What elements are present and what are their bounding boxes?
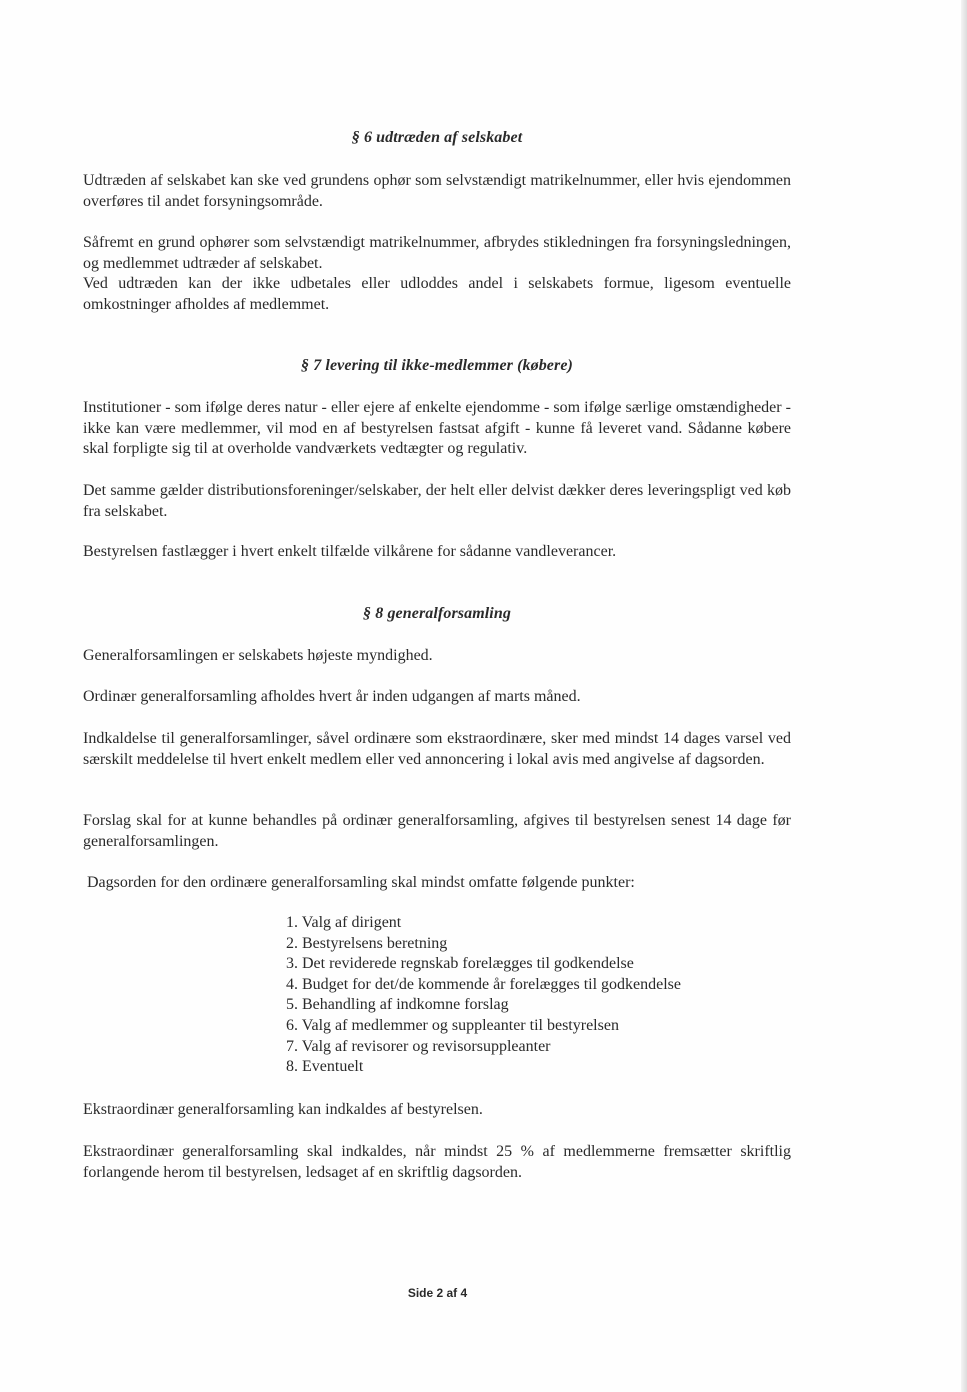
agenda-item: 1. Valg af dirigent bbox=[286, 914, 402, 931]
section-7-heading: § 7 levering til ikke-medlemmer (købere) bbox=[301, 357, 573, 374]
page-number-footer: Side 2 af 4 bbox=[407, 1286, 468, 1300]
section-8-paragraph-2: Ordinær generalforsamling afholdes hvert år inden udgangen af marts måned. bbox=[83, 688, 581, 705]
agenda-item: 3. Det reviderede regnskab forelægges til godkendelse bbox=[286, 955, 634, 973]
page-edge-shadow bbox=[961, 0, 967, 1392]
section-8-agenda-intro: Dagsorden for den ordinære generalforsamling skal mindst omfatte følgende punkter: bbox=[87, 874, 635, 891]
section-6-paragraph-3: Ved udtræden kan der ikke udbetales eller udloddes andel i selskabets formue, ligesom eventuelle omkostninger afholdes af medlemmet. bbox=[83, 275, 791, 313]
agenda-list bbox=[286, 913, 681, 1078]
section-8-closing-1: Ekstraordinær generalforsamling kan indkaldes af bestyrelsen. bbox=[83, 1101, 483, 1118]
section-8-paragraph-4: Forslag skal for at kunne behandles på ordinær generalforsamling, afgives til bestyrelsen senest 14 dage før generalforsamlingen. bbox=[83, 812, 791, 850]
section-6-paragraph-1: Udtræden af selskabet kan ske ved grundens ophør som selvstændigt matrikelnummer, eller hvis ejendommen overføres til andet forsyningsområde. bbox=[83, 172, 791, 210]
section-7-paragraph-2: Det samme gælder distributionsforeninger/selskaber, der helt eller delvist dækker deres leveringspligt ved køb fra selskabet. bbox=[83, 482, 791, 520]
agenda-item: 2. Bestyrelsens beretning bbox=[286, 934, 448, 952]
section-7-paragraph-3: Bestyrelsen fastlægger i hvert enkelt tilfælde vilkårene for sådanne vandleverancer. bbox=[83, 543, 617, 560]
agenda-item: 4. Budget for det/de kommende år forelægges til godkendelse bbox=[286, 975, 682, 993]
agenda-item: 7. Valg af revisorer og revisorsuppleanter bbox=[286, 1037, 551, 1055]
section-6-heading: § 6 udtræden af selskabet bbox=[351, 129, 523, 146]
section-8-paragraph-1: Generalforsamlingen er selskabets højeste myndighed. bbox=[83, 647, 433, 664]
agenda-item: 8. Eventuelt bbox=[286, 1058, 364, 1076]
agenda-item: 5. Behandling af indkomne forslag bbox=[286, 996, 509, 1014]
section-7-paragraph-1: Institutioner - som ifølge deres natur - eller ejere af enkelte ejendomme - som ifølge særlige omstændigheder - ikke kan være medlemmer, vil mod en af bestyrelsen fastsat afgift - kunne få leveret vand. Sådanne købere skal forpligte sig til at overholde vandværkets vedtægter og regulativ. bbox=[83, 399, 791, 457]
agenda-item: 6. Valg af medlemmer og suppleanter til bestyrelsen bbox=[286, 1016, 619, 1034]
section-6-paragraph-2: Såfremt en grund ophører som selvstændigt matrikelnummer, afbrydes stikledningen fra forsyningsledningen, og medlemmet udtræder af selskabet. bbox=[83, 234, 791, 272]
section-8-closing-2: Ekstraordinær generalforsamling skal indkaldes, når mindst 25 % af medlemmerne fremsætter skriftlig forlangende herom til bestyrelsen, ledsaget af en skriftlig dagsorden. bbox=[83, 1143, 791, 1181]
section-8-paragraph-3: Indkaldelse til generalforsamlinger, såvel ordinære som ekstraordinære, sker med mindst 14 dages varsel ved særskilt meddelelse til hvert enkelt medlem eller ved annoncering i lokal avis med angivelse af dagsorden. bbox=[83, 730, 791, 768]
section-8-heading: § 8 generalforsamling bbox=[363, 605, 511, 622]
